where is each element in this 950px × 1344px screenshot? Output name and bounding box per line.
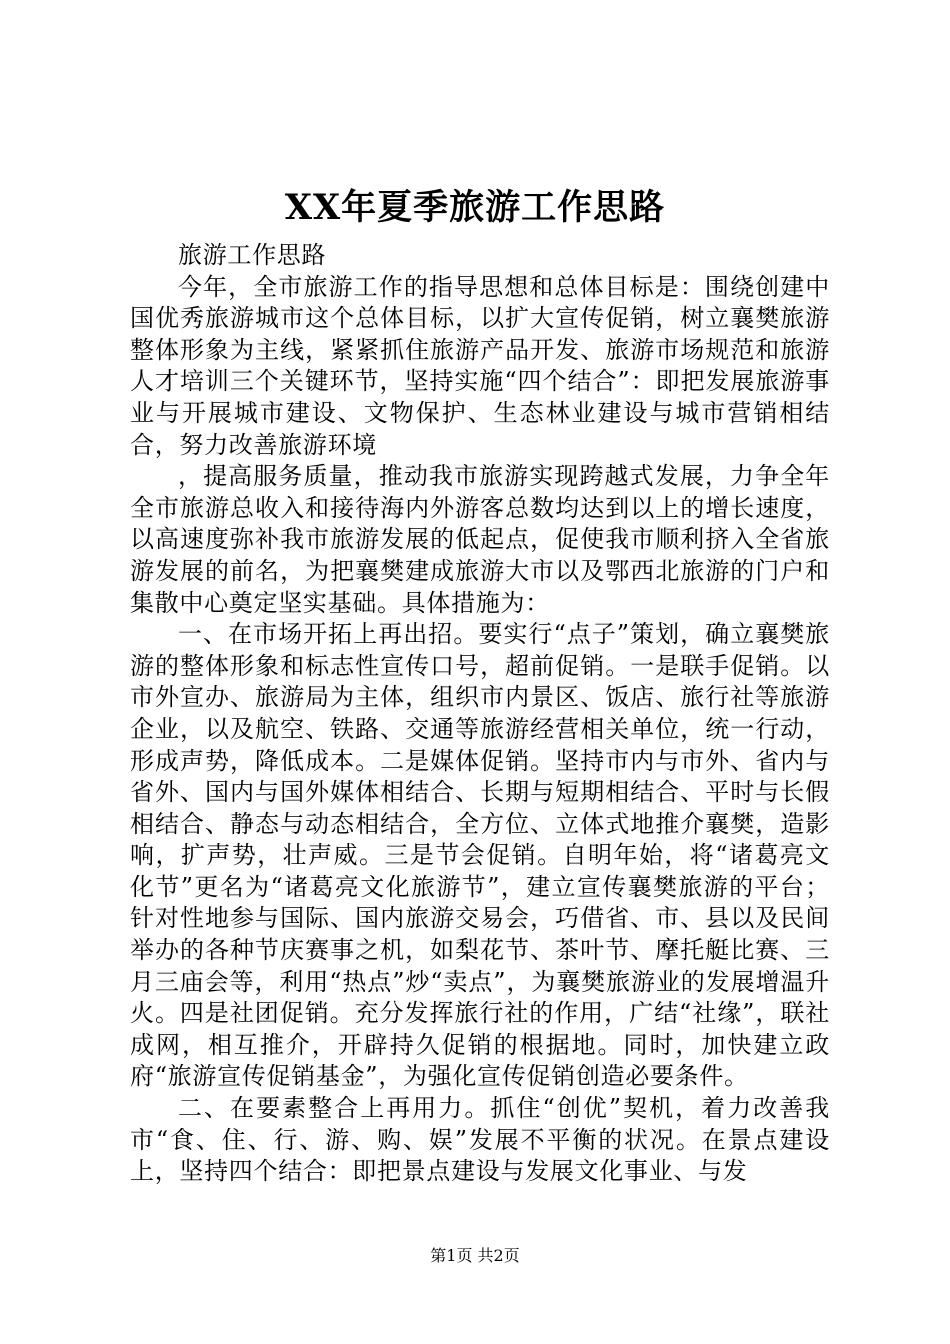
paragraph-element-integration: 二、在要素整合上再用力。抓住“创优”契机，着力改善我市“食、住、行、游、购、娱”发展不平衡的状况。在景点建设上，坚持四个结合：即把景点建设与发展文化事业、与发: [130, 1094, 830, 1186]
document-title: XX年夏季旅游工作思路: [284, 187, 666, 228]
paragraph-market-development: 一、在市场开拓上再出招。要实行“点子”策划，确立襄樊旅游的整体形象和标志性宣传口号，超前促销。一是联手促销。以市外宣办、旅游局为主体，组织市内景区、饭店、旅行社等旅游企业，以及航空、铁路、交通等旅游经营相关单位，统一行动，形成声势，降低成本。二是媒体促销。坚持市内与市外、省内与省外、国内与国外媒体相结合、长期与短期相结合、平时与长假相结合、静态与动态相结合，全方位、立体式地推介襄樊，造影响，扩声势，壮声威。三是节会促销。自明年始，将“诸葛亮文化节”更名为“诸葛亮文化旅游节”，建立宣传襄樊旅游的平台；针对性地参与国际、国内旅游交易会，巧借省、市、县以及民间举办的各种节庆赛事之机，如梨花节、茶叶节、摩托艇比赛、三月三庙会等，利用“热点”炒“卖点”，为襄樊旅游业的发展增温升火。四是社团促销。充分发挥旅行社的作用，广结“社缘”，联社成网，相互推介，开辟持久促销的根据地。同时，加快建立政府“旅游宣传促销基金”，为强化宣传促销创造必要条件。: [130, 620, 830, 1091]
paragraph-guiding-thought: 今年，全市旅游工作的指导思想和总体目标是：围绕创建中国优秀旅游城市这个总体目标，以扩大宣传促销，树立襄樊旅游整体形象为主线，紧紧抓住旅游产品开发、旅游市场规范和旅游人才培训三个关键环节，坚持实施“四个结合”：即把发展旅游事业与开展城市建设、文物保护、生态林业建设与城市营销相结合，努力改善旅游环境: [130, 272, 830, 459]
paragraph-subtitle: 旅游工作思路: [178, 241, 327, 269]
paragraph-goals: ，提高服务质量，推动我市旅游实现跨越式发展，力争全年全市旅游总收入和接待海内外游客总数均达到以上的增长速度，以高速度弥补我市旅游发展的低起点，促使我市顺利挤入全省旅游发展的前名，为把襄樊建成旅游大市以及鄂西北旅游的门户和集散中心奠定坚实基础。具体措施为：: [130, 462, 830, 617]
page-number-footer: 第1页 共2页: [430, 1246, 520, 1265]
document-body: [130, 240, 830, 1188]
